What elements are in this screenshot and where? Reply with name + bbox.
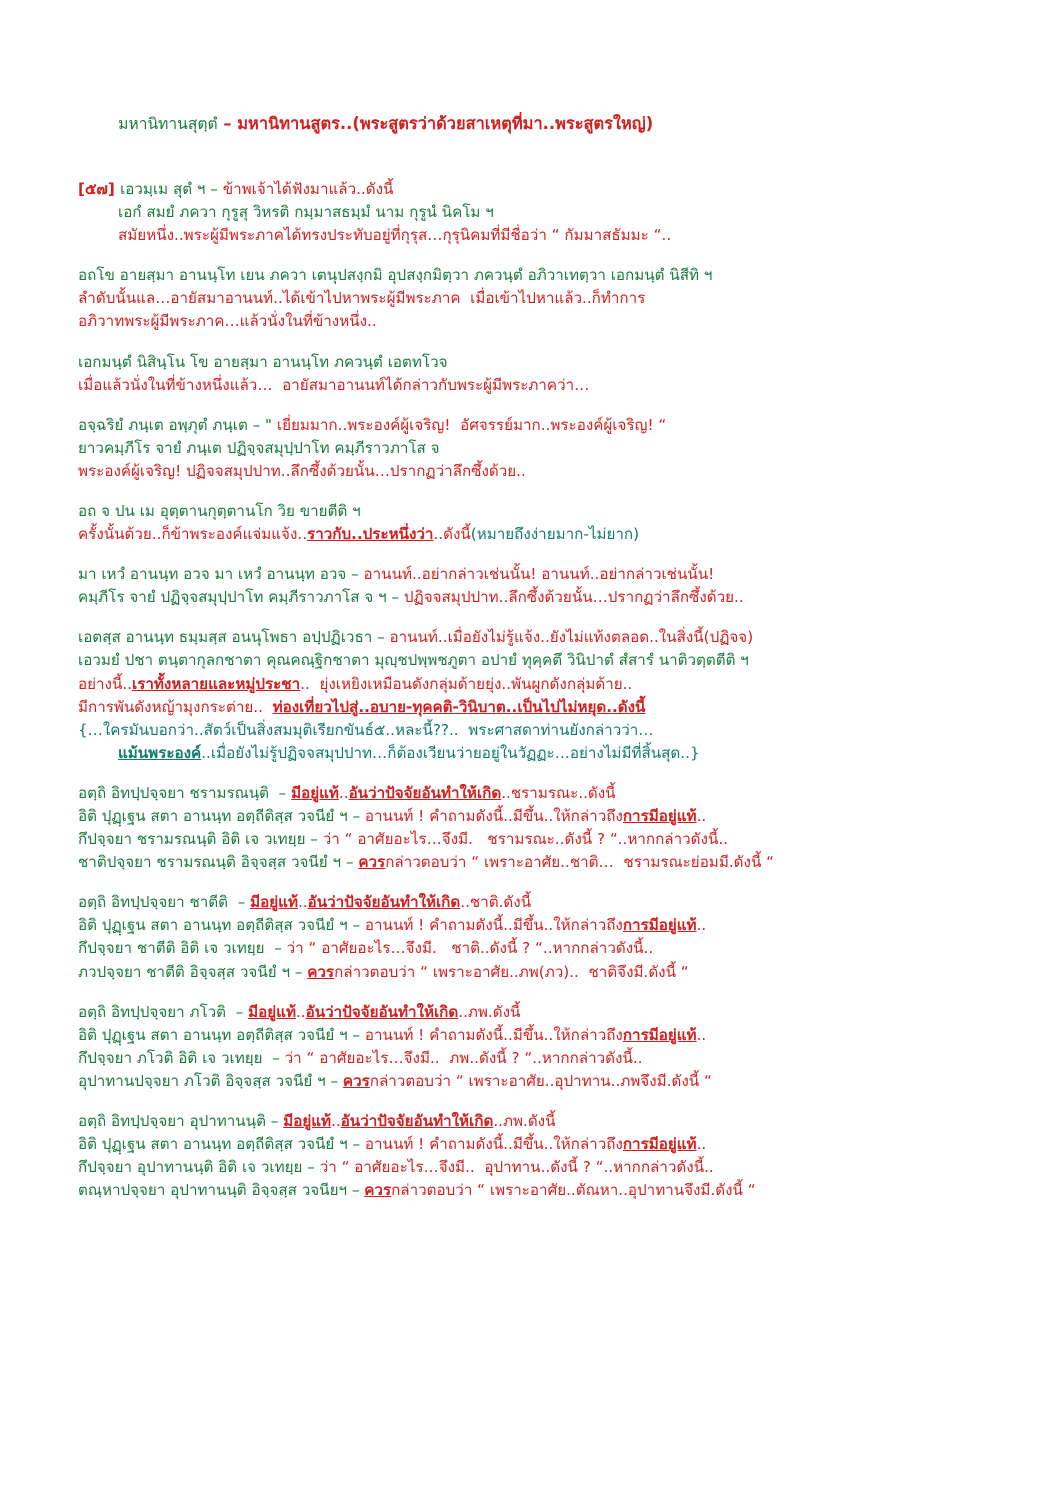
text-line (78, 696, 1000, 719)
text-run: .. (331, 1112, 341, 1131)
text-run: อจฺฉริยํ ภนฺเต อพฺภุตํ ภนฺเต – " (78, 415, 277, 434)
text-line (78, 1001, 1000, 1024)
text-line (78, 1133, 1000, 1156)
text-run: ..ภพ.ดังนี้ (493, 1112, 556, 1131)
text-run: .. ยุ่งเหยิงเหมือนดังกลุ่มด้ายยุ่ง..พันผูกดังกลุ่มด้าย.. (300, 674, 633, 693)
text-run: เมื่อแล้วนั่งในที่ข้างหนึ่งแล้ว… อายัสมาอานนท์ได้กล่าวกับพระผู้มีพระภาคว่า… (78, 375, 590, 394)
text-run: .. (696, 807, 707, 825)
text-line (78, 264, 1000, 287)
text-run: อถ จ ปน เม อุตฺตานกุตฺตานโก วิย ขายตีติ ฯ (78, 501, 361, 520)
text-run: ข้าพเจ้าได้ฟังมาแล้ว..ดังนี้ (222, 179, 394, 198)
text-block-qa-jati (78, 891, 1000, 983)
text-line (78, 310, 1000, 333)
document-body (78, 88, 1000, 1202)
text-run: แม้นพระองค์ (118, 743, 202, 762)
text-line (78, 961, 1000, 984)
text-run: เยี่ยมมาก..พระองค์ผู้เจริญ! อัศจรรย์มาก..พระองค์ผู้เจริญ! “ (276, 415, 667, 434)
text-run: อย่างนี้.. (78, 674, 133, 693)
text-run: อานนท์ ! คำถามดังนี้..มีขึ้น..ให้กล่าวถึง (364, 1135, 623, 1154)
text-run: ควร (342, 1071, 370, 1090)
text-run: กล่าวตอบว่า “ เพราะอาศัย..ภพ(ภว).. ชาติจึงมี.ดังนี้ “ (334, 962, 689, 981)
text-run: ว่า “ อาศัยอะไร…จึงมี. ชรามรณะ..ดังนี้ ? “..หากกล่าวดังนี้.. (322, 830, 728, 849)
text-run: อานนท์ ! คำถามดังนี้..มีขึ้น..ให้กล่าวถึง (364, 916, 623, 935)
text-block-ananda-approach (78, 264, 1000, 333)
text-line (78, 500, 1000, 523)
text-run: ควร (364, 1181, 392, 1200)
text-line (78, 523, 1000, 546)
text-run: กล่าวตอบว่า “ เพราะอาศัย..อุปาทาน..ภพจึงมี.ดังนี้ “ (369, 1071, 712, 1090)
text-line (78, 437, 1000, 460)
text-run: (หมายถึงง่ายมาก-ไม่ยาก) (470, 525, 640, 544)
text-run: อันว่าปัจจัยอันทำให้เกิด (340, 1112, 494, 1131)
text-run: .. (295, 1002, 306, 1021)
text-line (78, 782, 1000, 805)
text-run: ปฏิจจสมุปปาท..ลึกซึ้งด้วยนั้น…ปรากฏว่าลึกซึ้งด้วย.. (403, 588, 744, 607)
text-line (78, 1179, 1000, 1202)
text-line (78, 586, 1000, 609)
text-run: ลำดับนั้นแล…อายัสมาอานนท์..ได้เข้าไปหาพระผู้มีพระภาค เมื่อเข้าไปหาแล้ว..ก็ทำการ (78, 289, 646, 308)
text-run: กล่าวตอบว่า “ เพราะอาศัย..ตัณหา..อุปาทานจึงมี.ดังนี้ “ (391, 1181, 756, 1200)
text-run: ท่องเที่ยวไปสู่..อบาย-ทุคคติ-วินิบาต..เป็นไปไม่หยุด..ดังนี้ (272, 697, 646, 716)
text-run: ..ชาติ.ดังนี้ (460, 893, 532, 912)
text-line (78, 742, 1000, 765)
text-line (78, 891, 1000, 914)
text-run: อุปาทานปจฺจยา ภโวติ อิจฺจสฺส วจนียํ ฯ – (78, 1071, 343, 1090)
text-run: มีอยู่แท้ (291, 783, 339, 802)
text-run: .. (297, 893, 308, 912)
text-run: [๕๗] (78, 179, 121, 198)
text-run: กล่าวตอบว่า “ เพราะอาศัย..ชาติ… ชรามรณะย่อมมี.ดังนี้ “ (385, 853, 775, 872)
text-run: เอกํ สมยํ ภควา กุรูสุ วิหรติ กมฺมาสธมฺมํ นาม กุรูนํ นิคโม ฯ (118, 203, 494, 222)
text-run: อันว่าปัจจัยอันทำให้เกิด (305, 1002, 459, 1021)
text-run: ควร (307, 962, 335, 981)
text-block-qa-upadana (78, 1110, 1000, 1202)
text-line (78, 649, 1000, 672)
text-block-uttana (78, 500, 1000, 546)
text-run: .. (696, 1025, 707, 1044)
text-run: ควร (358, 853, 386, 872)
text-block-ananda-said (78, 351, 1000, 397)
text-line (78, 851, 1000, 874)
text-run: ครั้งนั้นด้วย..ก็ข้าพระองค์แจ่มแจ้ง.. (78, 525, 308, 544)
text-run: ..ภพ.ดังนี้ (458, 1002, 521, 1021)
text-run: ว่า “ อาศัยอะไร…จึงมี.. ภพ..ดังนี้ ? “..หากกล่าวดังนี้.. (284, 1048, 643, 1067)
text-line (78, 673, 1000, 696)
title-pali: มหานิทานสุตฺตํ (118, 115, 218, 133)
text-line (78, 374, 1000, 397)
text-run: อิติ ปุฏฺเฐน สตา อานนฺท อตฺถีติสฺส วจนียํ ฯ – (78, 1025, 365, 1044)
text-run: เอตสฺส อานนฺท ธมฺมสฺส อนนุโพธา อปฺปฏิเวธา – (78, 628, 390, 647)
title-line (78, 88, 1000, 161)
text-line (78, 351, 1000, 374)
text-line (78, 414, 1000, 437)
text-run: เอวมยํ ปชา ตนฺตากุลกชาตา คุณคณฺฐิกชาตา มุญฺชปพฺพชภูตา อปายํ ทุคฺคตึ วินิปาตํ สํสารํ นาติวตฺตตีติ ฯ (78, 651, 749, 670)
text-block-intro (78, 178, 1000, 247)
text-run: กึปจฺจยา อุปาทานนฺติ อิติ เจ วเทยฺย – (78, 1158, 320, 1177)
text-run: ราวกับ..ประหนึ่งว่า (307, 525, 434, 544)
text-line (78, 828, 1000, 851)
text-run: {…ใครมันบอกว่า..สัตว์เป็นสิ่งสมมุติเรียกขันธ์๕..หละนี้??.. พระศาสดาท่านยังกล่าวว่า… (78, 720, 654, 739)
text-run: กึปจฺจยา ชรามรณนฺติ อิติ เจ วเทยฺย – (78, 830, 323, 849)
text-run: เอวมฺเม สุตํ ฯ – (120, 179, 223, 198)
text-run: ..ชรามรณะ..ดังนี้ (501, 783, 616, 802)
text-line (78, 178, 1000, 201)
text-run: อิติ ปุฏฺเฐน สตา อานนฺท อตฺถีติสฺส วจนียํ ฯ – (78, 807, 365, 825)
text-run: มา เหวํ อานนฺท อวจ มา เหวํ อานนฺท อวจ – (78, 565, 364, 584)
text-run: อตฺถิ อิทปฺปจฺจยา ภโวติ – (78, 1002, 249, 1021)
text-run: อตฺถิ อิทปฺปจฺจยา ชรามรณนฺติ – (78, 783, 292, 802)
text-run: สมัยหนึ่ง..พระผู้มีพระภาคได้ทรงประทับอยู่ที่กุรุส…กุรุนิคมที่มีชื่อว่า “ กัมมาสธัมมะ “.. (118, 226, 672, 245)
text-run: การมีอยู่แท้ (622, 1025, 697, 1044)
text-run: เราทั้งหลายและหมู่ประชา (132, 674, 301, 693)
document-title-block (78, 88, 1000, 161)
text-line (78, 201, 1000, 224)
text-run: อตฺถิ อิทปฺปจฺจยา ชาตีติ – (78, 893, 251, 912)
text-line (78, 287, 1000, 310)
text-run: การมีอยู่แท้ (622, 1135, 697, 1154)
text-block-acchariya (78, 414, 1000, 483)
text-line (78, 805, 1000, 828)
text-run: เอกมนฺตํ นิสินฺโน โข อายสฺมา อานนฺโท ภควนฺตํ เอตทโวจ (78, 352, 448, 371)
title-thai: มหานิทานสูตร..(พระสูตรว่าด้วยสาเหตุที่มา..พระสูตรใหญ่) (237, 114, 654, 133)
text-line (78, 563, 1000, 586)
text-block-etassa (78, 626, 1000, 765)
text-run: อภิวาทพระผู้มีพระภาค…แล้วนั่งในที่ข้างหนึ่ง.. (78, 312, 377, 331)
text-run: อานนท์..อย่ากล่าวเช่นนั้น! อานนท์..อย่ากล่าวเช่นนั้น! (363, 565, 715, 584)
text-run: .. (338, 783, 349, 802)
text-run: อตฺถิ อิทปฺปจฺจยา อุปาทานนฺติ – (78, 1112, 284, 1131)
text-run: ..เมื่อยังไม่รู้ปฏิจจสมุปปาท…ก็ต้องเวียนว่ายอยู่ในวัฏฏะ…อย่างไม่มีที่สิ้นสุด..} (201, 743, 700, 762)
text-run: ยาวคมฺภีโร จายํ ภนฺเต ปฏิจฺจสมุปฺปาโท คมฺภีราวภาโส จ (78, 438, 440, 457)
text-line (78, 1156, 1000, 1179)
text-block-ma-hevam (78, 563, 1000, 609)
title-dash: – (217, 114, 238, 133)
text-line (78, 224, 1000, 247)
text-run: กึปจฺจยา ภโวติ อิติ เจ วเทยฺย – (78, 1048, 285, 1067)
text-run: มีอยู่แท้ (248, 1002, 296, 1021)
text-run: ว่า “ อาศัยอะไร…จึงมี.. อุปาทาน..ดังนี้ ? “..หากกล่าวดังนี้.. (319, 1158, 714, 1177)
text-run: มีอยู่แท้ (283, 1112, 332, 1131)
text-run: อานนท์ ! คำถามดังนี้..มีขึ้น..ให้กล่าวถึง (364, 807, 623, 825)
text-run: มีอยู่แท้ (250, 893, 298, 912)
text-run: การมีอยู่แท้ (622, 916, 697, 935)
text-line (78, 1047, 1000, 1070)
document-content (78, 178, 1000, 1202)
text-run: อานนท์..เมื่อยังไม่รู้แจ้ง..ยังไม่แท้งตลอด..ในสิ่งนี้(ปฏิจจ) (389, 628, 754, 647)
text-run: อถโข อายสฺมา อานนฺโท เยน ภควา เตนุปสงฺกมิ อุปสงฺกมิตฺวา ภควนฺตํ อภิวาเทตฺวา เอกมนฺตํ นิสีทิ ฯ (78, 266, 713, 285)
text-line (78, 937, 1000, 960)
text-run: .. (696, 1135, 707, 1154)
text-run: การมีอยู่แท้ (622, 807, 697, 825)
text-line (78, 1110, 1000, 1133)
text-line (78, 719, 1000, 742)
text-block-qa-jaramarana (78, 782, 1000, 874)
text-run: คมฺภีโร จายํ ปฏิจฺจสมุปฺปาโท คมฺภีราวภาโส จ ฯ – (78, 588, 404, 607)
text-run: .. (696, 916, 707, 935)
text-run: มีการพันดังหญ้ามุงกระต่าย.. (78, 697, 273, 716)
text-run: อิติ ปุฏฺเฐน สตา อานนฺท อตฺถีติสฺส วจนียํ ฯ – (78, 916, 365, 935)
text-line (78, 1070, 1000, 1093)
text-run: ตณฺหาปจฺจยา อุปาทานนฺติ อิจฺจสฺส วจนียฯ – (78, 1181, 365, 1200)
text-run: ชาติปจฺจยา ชรามรณนฺติ อิจฺจสฺส วจนียํ ฯ – (78, 853, 359, 872)
text-run: อานนท์ ! คำถามดังนี้..มีขึ้น..ให้กล่าวถึง (364, 1025, 623, 1044)
text-run: กึปจฺจยา ชาตีติ อิติ เจ วเทยฺย – (78, 939, 287, 958)
text-run: อิติ ปุฏฺเฐน สตา อานนฺท อตฺถีติสฺส วจนียํ ฯ – (78, 1135, 365, 1154)
text-run: ภวปจฺจยา ชาตีติ อิจฺจสฺส วจนียํ ฯ – (78, 962, 308, 981)
text-run: ..ดังนี้ (433, 525, 471, 544)
text-run: ว่า “ อาศัยอะไร…จึงมี. ชาติ..ดังนี้ ? “..หากกล่าวดังนี้.. (286, 939, 654, 958)
text-line (78, 460, 1000, 483)
text-run: อันว่าปัจจัยอันทำให้เกิด (307, 893, 461, 912)
text-run: อันว่าปัจจัยอันทำให้เกิด (348, 783, 502, 802)
text-line (78, 626, 1000, 649)
text-block-qa-bhava (78, 1001, 1000, 1093)
text-run: พระองค์ผู้เจริญ! ปฏิจจสมุปปาท..ลึกซึ้งด้วยนั้น…ปรากฏว่าลึกซึ้งด้วย.. (78, 461, 526, 480)
text-line (78, 1024, 1000, 1047)
text-line (78, 914, 1000, 937)
